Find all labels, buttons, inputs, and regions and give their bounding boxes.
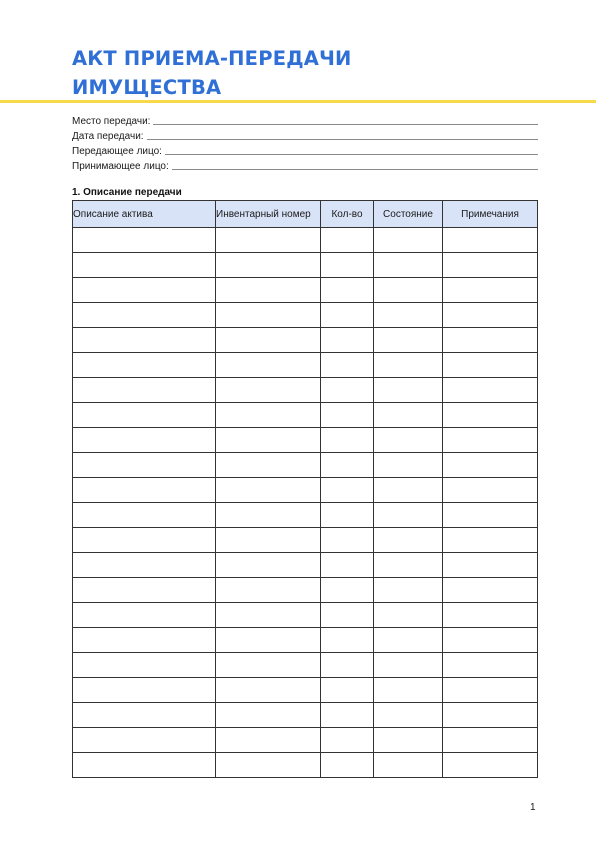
cell-inventory-number[interactable] xyxy=(216,403,321,428)
table-row xyxy=(73,428,538,453)
cell-asset-description[interactable] xyxy=(73,253,216,278)
table-row xyxy=(73,728,538,753)
cell-condition[interactable] xyxy=(374,403,443,428)
table-row xyxy=(73,503,538,528)
cell-condition[interactable] xyxy=(374,603,443,628)
cell-notes[interactable] xyxy=(443,303,538,328)
cell-notes[interactable] xyxy=(443,353,538,378)
cell-quantity[interactable] xyxy=(321,403,374,428)
table-row xyxy=(73,353,538,378)
cell-quantity[interactable] xyxy=(321,378,374,403)
cell-inventory-number[interactable] xyxy=(216,328,321,353)
field-place xyxy=(72,112,538,127)
cell-quantity[interactable] xyxy=(321,728,374,753)
cell-notes[interactable] xyxy=(443,553,538,578)
cell-quantity[interactable] xyxy=(321,453,374,478)
table-row xyxy=(73,378,538,403)
cell-quantity[interactable] xyxy=(321,703,374,728)
cell-condition[interactable] xyxy=(374,703,443,728)
cell-asset-description[interactable] xyxy=(73,728,216,753)
asset-table xyxy=(72,200,538,778)
cell-notes[interactable] xyxy=(443,278,538,303)
cell-quantity[interactable] xyxy=(321,478,374,503)
cell-inventory-number[interactable] xyxy=(216,578,321,603)
cell-asset-description[interactable] xyxy=(73,553,216,578)
header-asset-description: Описание актива xyxy=(73,201,216,228)
accent-divider xyxy=(0,100,596,103)
cell-inventory-number[interactable] xyxy=(216,378,321,403)
cell-notes[interactable] xyxy=(443,753,538,778)
table-row xyxy=(73,453,538,478)
cell-asset-description[interactable] xyxy=(73,428,216,453)
document-title: АКТ ПРИЕМА-ПЕРЕДАЧИ ИМУЩЕСТВА xyxy=(72,47,352,99)
cell-quantity[interactable] xyxy=(321,553,374,578)
cell-inventory-number[interactable] xyxy=(216,478,321,503)
cell-quantity[interactable] xyxy=(321,678,374,703)
cell-quantity[interactable] xyxy=(321,653,374,678)
header-notes: Примечания xyxy=(443,201,538,228)
cell-asset-description[interactable] xyxy=(73,528,216,553)
cell-notes[interactable] xyxy=(443,728,538,753)
page-number: 1 xyxy=(530,802,536,813)
table-row xyxy=(73,753,538,778)
cell-asset-description[interactable] xyxy=(73,578,216,603)
cell-quantity[interactable] xyxy=(321,503,374,528)
cell-quantity[interactable] xyxy=(321,278,374,303)
cell-notes[interactable] xyxy=(443,378,538,403)
cell-notes[interactable] xyxy=(443,703,538,728)
cell-notes[interactable] xyxy=(443,578,538,603)
cell-notes[interactable] xyxy=(443,628,538,653)
cell-inventory-number[interactable] xyxy=(216,703,321,728)
cell-inventory-number[interactable] xyxy=(216,553,321,578)
cell-quantity[interactable] xyxy=(321,578,374,603)
cell-quantity[interactable] xyxy=(321,528,374,553)
cell-notes[interactable] xyxy=(443,678,538,703)
cell-condition[interactable] xyxy=(374,228,443,253)
field-label: Место передачи: xyxy=(72,116,151,127)
cell-notes[interactable] xyxy=(443,603,538,628)
table-row xyxy=(73,528,538,553)
cell-condition[interactable] xyxy=(374,578,443,603)
cell-inventory-number[interactable] xyxy=(216,753,321,778)
cell-inventory-number[interactable] xyxy=(216,253,321,278)
cell-condition[interactable] xyxy=(374,478,443,503)
cell-notes[interactable] xyxy=(443,228,538,253)
cell-condition[interactable] xyxy=(374,678,443,703)
cell-inventory-number[interactable] xyxy=(216,628,321,653)
cell-condition[interactable] xyxy=(374,503,443,528)
table-row xyxy=(73,628,538,653)
cell-inventory-number[interactable] xyxy=(216,728,321,753)
cell-notes[interactable] xyxy=(443,503,538,528)
table-row xyxy=(73,678,538,703)
cell-condition[interactable] xyxy=(374,528,443,553)
cell-asset-description[interactable] xyxy=(73,703,216,728)
table-row xyxy=(73,228,538,253)
cell-condition[interactable] xyxy=(374,253,443,278)
field-label: Дата передачи: xyxy=(72,131,144,142)
cell-inventory-number[interactable] xyxy=(216,528,321,553)
cell-quantity[interactable] xyxy=(321,753,374,778)
cell-notes[interactable] xyxy=(443,428,538,453)
cell-asset-description[interactable] xyxy=(73,328,216,353)
field-fill-line[interactable] xyxy=(147,139,538,140)
field-date xyxy=(72,127,538,142)
cell-asset-description[interactable] xyxy=(73,453,216,478)
section-title: 1. Описание передачи xyxy=(72,187,182,198)
table-row xyxy=(73,553,538,578)
header-inventory-number: Инвентарный номер xyxy=(216,201,321,228)
cell-condition[interactable] xyxy=(374,303,443,328)
table-row xyxy=(73,478,538,503)
cell-inventory-number[interactable] xyxy=(216,353,321,378)
cell-notes[interactable] xyxy=(443,253,538,278)
cell-condition[interactable] xyxy=(374,653,443,678)
cell-condition[interactable] xyxy=(374,728,443,753)
header-quantity: Кол-во xyxy=(321,201,374,228)
cell-inventory-number[interactable] xyxy=(216,653,321,678)
cell-condition[interactable] xyxy=(374,553,443,578)
field-receiving-person xyxy=(72,157,538,172)
field-label: Передающее лицо: xyxy=(72,146,162,157)
cell-asset-description[interactable] xyxy=(73,628,216,653)
cell-asset-description[interactable] xyxy=(73,603,216,628)
cell-inventory-number[interactable] xyxy=(216,303,321,328)
cell-condition[interactable] xyxy=(374,378,443,403)
table-row xyxy=(73,328,538,353)
table-row xyxy=(73,653,538,678)
cell-inventory-number[interactable] xyxy=(216,603,321,628)
cell-quantity[interactable] xyxy=(321,228,374,253)
table-row xyxy=(73,403,538,428)
cell-quantity[interactable] xyxy=(321,328,374,353)
table-row xyxy=(73,253,538,278)
table-row xyxy=(73,603,538,628)
table-body xyxy=(73,228,538,778)
field-fill-line[interactable] xyxy=(172,169,538,170)
cell-notes[interactable] xyxy=(443,653,538,678)
cell-asset-description[interactable] xyxy=(73,403,216,428)
cell-asset-description[interactable] xyxy=(73,353,216,378)
field-label: Принимающее лицо: xyxy=(72,161,169,172)
cell-asset-description[interactable] xyxy=(73,503,216,528)
cell-asset-description[interactable] xyxy=(73,678,216,703)
cell-condition[interactable] xyxy=(374,428,443,453)
cell-inventory-number[interactable] xyxy=(216,503,321,528)
table-row xyxy=(73,303,538,328)
field-transferring-person xyxy=(72,142,538,157)
cell-notes[interactable] xyxy=(443,478,538,503)
cell-quantity[interactable] xyxy=(321,428,374,453)
cell-condition[interactable] xyxy=(374,328,443,353)
cell-asset-description[interactable] xyxy=(73,303,216,328)
field-fill-line[interactable] xyxy=(153,124,538,125)
field-fill-line[interactable] xyxy=(165,154,538,155)
cell-inventory-number[interactable] xyxy=(216,278,321,303)
cell-quantity[interactable] xyxy=(321,303,374,328)
cell-quantity[interactable] xyxy=(321,603,374,628)
cell-asset-description[interactable] xyxy=(73,653,216,678)
cell-condition[interactable] xyxy=(374,628,443,653)
cell-notes[interactable] xyxy=(443,403,538,428)
cell-inventory-number[interactable] xyxy=(216,428,321,453)
cell-asset-description[interactable] xyxy=(73,278,216,303)
cell-inventory-number[interactable] xyxy=(216,453,321,478)
header-condition: Состояние xyxy=(374,201,443,228)
cell-inventory-number[interactable] xyxy=(216,678,321,703)
cell-inventory-number[interactable] xyxy=(216,228,321,253)
cell-condition[interactable] xyxy=(374,753,443,778)
table-row xyxy=(73,578,538,603)
cell-notes[interactable] xyxy=(443,453,538,478)
cell-notes[interactable] xyxy=(443,328,538,353)
cell-condition[interactable] xyxy=(374,278,443,303)
table-row xyxy=(73,278,538,303)
cell-condition[interactable] xyxy=(374,353,443,378)
cell-quantity[interactable] xyxy=(321,628,374,653)
cell-quantity[interactable] xyxy=(321,353,374,378)
cell-condition[interactable] xyxy=(374,453,443,478)
cell-quantity[interactable] xyxy=(321,253,374,278)
cell-asset-description[interactable] xyxy=(73,753,216,778)
cell-asset-description[interactable] xyxy=(73,478,216,503)
transfer-fields xyxy=(72,112,538,172)
table-header-row xyxy=(73,201,538,228)
cell-asset-description[interactable] xyxy=(73,228,216,253)
cell-notes[interactable] xyxy=(443,528,538,553)
table-row xyxy=(73,703,538,728)
cell-asset-description[interactable] xyxy=(73,378,216,403)
